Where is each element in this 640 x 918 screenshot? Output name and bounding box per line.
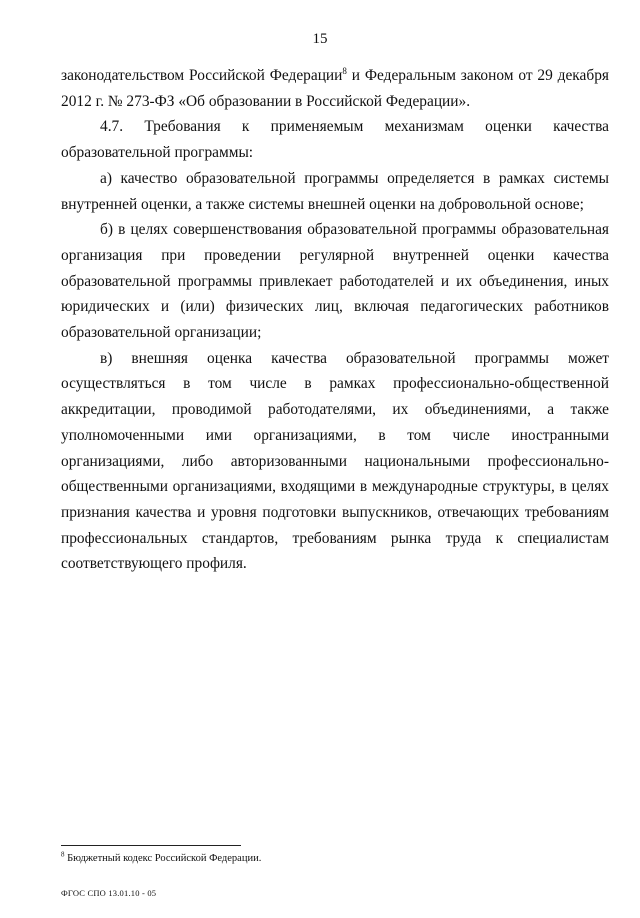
list-item-a: а) качество образовательной программы определяется в рамках системы внутренней оценки, а также системы внешней оценки на добровольной основе;	[61, 169, 609, 213]
document-code: ФГОС СПО 13.01.10 - 05	[61, 888, 157, 898]
paragraph-text: и Федеральным законом от 29 декабря 2012 г. № 273-ФЗ «Об образовании в Российской Федерации».	[61, 67, 609, 110]
footnote-text: Бюджетный кодекс Российской Федерации.	[64, 853, 262, 864]
page-number: 15	[312, 31, 328, 47]
footnote-reference[interactable]: 8	[342, 65, 347, 76]
document-body	[61, 63, 609, 577]
footnote-divider	[61, 845, 241, 846]
list-item-c: в) внешняя оценка качества образовательной программы может осуществляться в том числе в рамках профессионально-общественной аккредитации, проводимой работодателями, их объединениями, а также уполномоченными ими организациями, в том числе иностранными организациями, либо авторизованными национальными профессионально-общественными организациями, входящими в международные структуры, в целях признания качества и уровня подготовки выпускников, отвечающих требованиям профессиональных стандартов, требованиям рынка труда к специалистам соответствующего профиля.	[61, 349, 609, 573]
list-item-b: б) в целях совершенствования образовательной программы образовательная организация при проведении регулярной внутренней оценки качества образовательной программы привлекает работодателей и их объединения, иных юридических и (или) физических лиц, включая педагогических работников образовательной организации;	[61, 221, 609, 342]
section-heading-4-7: 4.7. Требования к применяемым механизмам оценки качества образовательной программы:	[61, 118, 609, 162]
paragraph-text: законодательством Российской Федерации	[61, 67, 343, 84]
paragraph-continuation	[61, 63, 609, 114]
footnote-marker: 8	[61, 850, 65, 859]
footnote	[61, 852, 609, 866]
